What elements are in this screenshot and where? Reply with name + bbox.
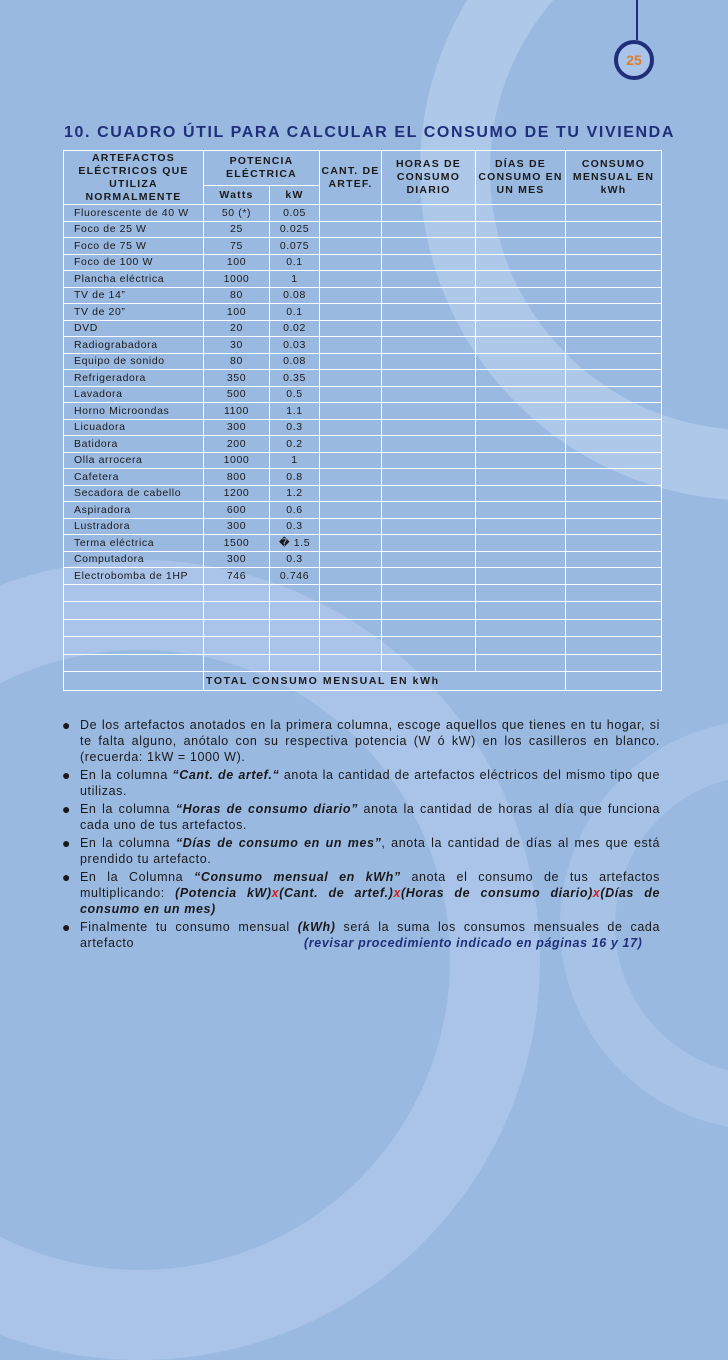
cell-watts: 100 <box>204 304 270 321</box>
blank-cell[interactable] <box>270 637 320 655</box>
cell-consumo[interactable] <box>566 419 662 436</box>
cell-horas[interactable] <box>382 254 476 271</box>
cell-appliance: Cafetera <box>64 469 204 486</box>
cell-horas[interactable] <box>382 287 476 304</box>
blank-cell[interactable] <box>204 637 270 655</box>
cell-kw: 0.08 <box>270 287 320 304</box>
cell-horas[interactable] <box>382 535 476 552</box>
cell-appliance: Lustradora <box>64 518 204 535</box>
cell-kw: 0.025 <box>270 221 320 238</box>
cell-dias[interactable] <box>476 386 566 403</box>
cell-dias[interactable] <box>476 419 566 436</box>
cell-watts: 1000 <box>204 452 270 469</box>
table-row <box>64 320 662 337</box>
blank-cell[interactable] <box>476 654 566 672</box>
blank-cell[interactable] <box>566 602 662 620</box>
blank-cell[interactable] <box>204 584 270 602</box>
blank-cell[interactable] <box>270 619 320 637</box>
table-row <box>64 518 662 535</box>
cell-consumo[interactable] <box>566 238 662 255</box>
cell-appliance: Refrigeradora <box>64 370 204 387</box>
cell-appliance: Licuadora <box>64 419 204 436</box>
cell-cantidad[interactable] <box>320 337 382 354</box>
cell-dias[interactable] <box>476 271 566 288</box>
cell-kw: 1.2 <box>270 485 320 502</box>
table-row <box>64 337 662 354</box>
cell-consumo[interactable] <box>566 320 662 337</box>
cell-horas[interactable] <box>382 205 476 222</box>
header-watts: Watts <box>204 186 270 205</box>
cell-consumo[interactable] <box>566 518 662 535</box>
cell-kw: 0.02 <box>270 320 320 337</box>
cell-cantidad[interactable] <box>320 502 382 519</box>
cell-watts: 300 <box>204 518 270 535</box>
cell-cantidad[interactable] <box>320 485 382 502</box>
cell-kw: 0.8 <box>270 469 320 486</box>
cell-consumo[interactable] <box>566 403 662 420</box>
header-kw: kW <box>270 186 320 205</box>
blank-cell[interactable] <box>270 584 320 602</box>
blank-cell[interactable] <box>320 654 382 672</box>
cell-cantidad[interactable] <box>320 304 382 321</box>
blank-cell[interactable] <box>270 654 320 672</box>
cell-cantidad[interactable] <box>320 568 382 585</box>
cell-dias[interactable] <box>476 337 566 354</box>
cell-dias[interactable] <box>476 370 566 387</box>
cell-dias[interactable] <box>476 205 566 222</box>
instruction-item: ● Finalmente tu consumo mensual (kWh) será la suma los consumos mensuales de cada artefacto (revisar procedimiento indicado en páginas 16 y 17) <box>62 919 661 950</box>
cell-appliance: Fluorescente de 40 W <box>64 205 204 222</box>
blank-cell[interactable] <box>64 619 204 637</box>
page-title: 10. CUADRO ÚTIL PARA CALCULAR EL CONSUMO DE TU VIVIENDA <box>64 124 675 141</box>
cell-consumo[interactable] <box>566 221 662 238</box>
cell-kw: 0.05 <box>270 205 320 222</box>
cell-watts: 500 <box>204 386 270 403</box>
blank-cell[interactable] <box>382 602 476 620</box>
cell-consumo[interactable] <box>566 304 662 321</box>
blank-cell[interactable] <box>64 584 204 602</box>
cell-horas[interactable] <box>382 271 476 288</box>
cell-watts: 80 <box>204 353 270 370</box>
cell-appliance: Foco de 75 W <box>64 238 204 255</box>
table-row <box>64 238 662 255</box>
cell-consumo[interactable] <box>566 287 662 304</box>
blank-cell[interactable] <box>382 619 476 637</box>
cell-appliance: Plancha eléctrica <box>64 271 204 288</box>
cell-kw: � 1.5 <box>270 535 320 552</box>
cell-kw: 0.5 <box>270 386 320 403</box>
cell-appliance: Secadora de cabello <box>64 485 204 502</box>
cell-consumo[interactable] <box>566 452 662 469</box>
cell-watts: 300 <box>204 419 270 436</box>
cell-horas[interactable] <box>382 221 476 238</box>
cell-cantidad[interactable] <box>320 271 382 288</box>
blank-row <box>64 602 662 620</box>
cell-dias[interactable] <box>476 469 566 486</box>
cell-appliance: Aspiradora <box>64 502 204 519</box>
cell-cantidad[interactable] <box>320 551 382 568</box>
cell-horas[interactable] <box>382 238 476 255</box>
page-number: 25 <box>626 52 642 68</box>
cell-kw: 0.08 <box>270 353 320 370</box>
cell-watts: 300 <box>204 551 270 568</box>
cell-consumo[interactable] <box>566 469 662 486</box>
cell-watts: 100 <box>204 254 270 271</box>
cell-appliance: Olla arrocera <box>64 452 204 469</box>
cell-kw: 0.075 <box>270 238 320 255</box>
blank-cell[interactable] <box>382 584 476 602</box>
blank-row <box>64 584 662 602</box>
cell-watts: 1100 <box>204 403 270 420</box>
table-row <box>64 271 662 288</box>
cell-appliance: Computadora <box>64 551 204 568</box>
cell-horas[interactable] <box>382 386 476 403</box>
cell-appliance: Terma eléctrica <box>64 535 204 552</box>
cell-kw: 1 <box>270 271 320 288</box>
cell-consumo[interactable] <box>566 485 662 502</box>
cell-consumo[interactable] <box>566 271 662 288</box>
cell-dias[interactable] <box>476 254 566 271</box>
cell-consumo[interactable] <box>566 205 662 222</box>
cell-dias[interactable] <box>476 502 566 519</box>
table-row <box>64 205 662 222</box>
cell-kw: 0.746 <box>270 568 320 585</box>
cell-consumo[interactable] <box>566 535 662 552</box>
cell-watts: 1200 <box>204 485 270 502</box>
blank-cell[interactable] <box>204 602 270 620</box>
cell-cantidad[interactable] <box>320 436 382 453</box>
cell-dias[interactable] <box>476 485 566 502</box>
cell-consumo[interactable] <box>566 370 662 387</box>
cell-horas[interactable] <box>382 485 476 502</box>
cell-watts: 25 <box>204 221 270 238</box>
instructions-list <box>62 717 660 953</box>
page-marker-line <box>636 0 638 40</box>
cell-appliance: Electrobomba de 1HP <box>64 568 204 585</box>
instruction-item: ● En la columna “Horas de consumo diario” anota la cantidad de horas al día que funciona cada uno de tus artefactos. <box>62 801 660 832</box>
table-row <box>64 419 662 436</box>
cell-watts: 1000 <box>204 271 270 288</box>
cell-horas[interactable] <box>382 419 476 436</box>
cell-watts: 800 <box>204 469 270 486</box>
instruction-item: ● En la columna “Días de consumo en un mes”, anota la cantidad de días al mes que está prendido tu artefacto. <box>62 835 661 866</box>
cell-cantidad[interactable] <box>320 254 382 271</box>
cell-cantidad[interactable] <box>320 205 382 222</box>
cell-dias[interactable] <box>476 238 566 255</box>
table-row <box>64 502 662 519</box>
total-row <box>64 672 662 691</box>
consumption-table <box>63 150 662 691</box>
cell-appliance: Radiograbadora <box>64 337 204 354</box>
cell-horas[interactable] <box>382 469 476 486</box>
blank-cell[interactable] <box>566 637 662 655</box>
total-spacer <box>64 672 204 691</box>
cell-appliance: Foco de 100 W <box>64 254 204 271</box>
blank-cell[interactable] <box>320 584 382 602</box>
cell-horas[interactable] <box>382 353 476 370</box>
table-row <box>64 485 662 502</box>
cell-dias[interactable] <box>476 320 566 337</box>
blank-cell[interactable] <box>320 602 382 620</box>
header-horas: HORAS DE CONSUMO DIARIO <box>382 151 476 205</box>
cell-watts: 50 (*) <box>204 205 270 222</box>
cell-consumo[interactable] <box>566 254 662 271</box>
header-consumo: CONSUMO MENSUAL EN kWh <box>566 151 662 205</box>
instruction-item: ● En la columna “Cant. de artef.“ anota la cantidad de artefactos eléctricos del mismo tipo que utilizas. <box>62 767 660 798</box>
cell-appliance: TV de 14” <box>64 287 204 304</box>
cell-cantidad[interactable] <box>320 386 382 403</box>
cell-kw: 0.1 <box>270 304 320 321</box>
cell-dias[interactable] <box>476 403 566 420</box>
cell-horas[interactable] <box>382 320 476 337</box>
table-row <box>64 551 662 568</box>
cell-appliance: Foco de 25 W <box>64 221 204 238</box>
cell-horas[interactable] <box>382 551 476 568</box>
table-row <box>64 469 662 486</box>
cell-dias[interactable] <box>476 452 566 469</box>
cell-cantidad[interactable] <box>320 469 382 486</box>
blank-cell[interactable] <box>566 584 662 602</box>
cell-kw: 1 <box>270 452 320 469</box>
cell-horas[interactable] <box>382 568 476 585</box>
cell-cantidad[interactable] <box>320 320 382 337</box>
cell-horas[interactable] <box>382 518 476 535</box>
cell-consumo[interactable] <box>566 551 662 568</box>
header-cantidad: CANT. DE ARTEF. <box>320 151 382 205</box>
cell-dias[interactable] <box>476 551 566 568</box>
cell-dias[interactable] <box>476 568 566 585</box>
blank-cell[interactable] <box>64 654 204 672</box>
cell-consumo[interactable] <box>566 436 662 453</box>
cell-consumo[interactable] <box>566 386 662 403</box>
table-row <box>64 254 662 271</box>
cell-dias[interactable] <box>476 353 566 370</box>
blank-cell[interactable] <box>476 584 566 602</box>
blank-cell[interactable] <box>204 654 270 672</box>
cell-watts: 200 <box>204 436 270 453</box>
cell-cantidad[interactable] <box>320 518 382 535</box>
cell-kw: 0.3 <box>270 518 320 535</box>
cell-watts: 350 <box>204 370 270 387</box>
table-row <box>64 353 662 370</box>
cell-horas[interactable] <box>382 502 476 519</box>
cell-dias[interactable] <box>476 287 566 304</box>
blank-cell[interactable] <box>320 637 382 655</box>
cell-cantidad[interactable] <box>320 287 382 304</box>
cell-horas[interactable] <box>382 370 476 387</box>
blank-cell[interactable] <box>476 602 566 620</box>
table-row <box>64 221 662 238</box>
total-label: TOTAL CONSUMO MENSUAL EN kWh <box>204 672 566 691</box>
blank-row <box>64 654 662 672</box>
total-value-cell[interactable] <box>566 672 662 691</box>
cell-dias[interactable] <box>476 221 566 238</box>
cell-kw: 0.2 <box>270 436 320 453</box>
blank-cell[interactable] <box>476 637 566 655</box>
cell-dias[interactable] <box>476 535 566 552</box>
blank-cell[interactable] <box>204 619 270 637</box>
cell-consumo[interactable] <box>566 568 662 585</box>
blank-row <box>64 619 662 637</box>
cell-cantidad[interactable] <box>320 370 382 387</box>
blank-cell[interactable] <box>382 637 476 655</box>
table-row <box>64 304 662 321</box>
cell-dias[interactable] <box>476 436 566 453</box>
instruction-item: ● En la Columna “Consumo mensual en kWh” anota el consumo de tus artefactos multiplicando: (Potencia kW)x(Cant. de artef.)x(Horas de consumo diario)x(Días de consumo en un mes) <box>62 869 660 916</box>
blank-cell[interactable] <box>320 619 382 637</box>
header-artefactos: ARTEFACTOS ELÉCTRICOS QUE UTILIZA NORMALMENTE <box>64 151 204 205</box>
blank-cell[interactable] <box>64 602 204 620</box>
header-dias: DÍAS DE CONSUMO EN UN MES <box>476 151 566 205</box>
cell-appliance: Batidora <box>64 436 204 453</box>
cell-watts: 30 <box>204 337 270 354</box>
cell-kw: 0.3 <box>270 551 320 568</box>
blank-cell[interactable] <box>64 637 204 655</box>
table-row <box>64 370 662 387</box>
cell-watts: 80 <box>204 287 270 304</box>
blank-cell[interactable] <box>270 602 320 620</box>
cell-kw: 0.1 <box>270 254 320 271</box>
header-potencia: POTENCIA ELÉCTRICA <box>204 151 320 186</box>
cell-cantidad[interactable] <box>320 419 382 436</box>
cell-consumo[interactable] <box>566 337 662 354</box>
page-number-badge <box>614 40 654 80</box>
table-row <box>64 436 662 453</box>
cell-appliance: Lavadora <box>64 386 204 403</box>
cell-watts: 746 <box>204 568 270 585</box>
cell-horas[interactable] <box>382 436 476 453</box>
table-row <box>64 386 662 403</box>
cell-consumo[interactable] <box>566 353 662 370</box>
cell-kw: 0.35 <box>270 370 320 387</box>
cell-watts: 20 <box>204 320 270 337</box>
blank-cell[interactable] <box>566 654 662 672</box>
cell-dias[interactable] <box>476 304 566 321</box>
cell-horas[interactable] <box>382 452 476 469</box>
table-row <box>64 535 662 552</box>
cell-dias[interactable] <box>476 518 566 535</box>
cell-watts: 75 <box>204 238 270 255</box>
cell-consumo[interactable] <box>566 502 662 519</box>
cell-cantidad[interactable] <box>320 535 382 552</box>
blank-cell[interactable] <box>382 654 476 672</box>
instruction-item: ● De los artefactos anotados en la primera columna, escoge aquellos que tienes en tu hogar, si te falta alguno, anótalo con su respectiva potencia (W ó kW) en los casilleros en blanco. (recuerda: 1kW = 1000 W). <box>62 717 660 764</box>
cell-cantidad[interactable] <box>320 353 382 370</box>
cell-cantidad[interactable] <box>320 452 382 469</box>
cell-horas[interactable] <box>382 403 476 420</box>
cell-kw: 0.3 <box>270 419 320 436</box>
cell-watts: 1500 <box>204 535 270 552</box>
cell-kw: 0.6 <box>270 502 320 519</box>
cell-cantidad[interactable] <box>320 403 382 420</box>
cell-horas[interactable] <box>382 337 476 354</box>
blank-cell[interactable] <box>566 619 662 637</box>
cell-watts: 600 <box>204 502 270 519</box>
cell-appliance: Equipo de sonido <box>64 353 204 370</box>
table-row <box>64 452 662 469</box>
cell-horas[interactable] <box>382 304 476 321</box>
table-row <box>64 403 662 420</box>
blank-row <box>64 637 662 655</box>
cell-appliance: DVD <box>64 320 204 337</box>
cell-cantidad[interactable] <box>320 221 382 238</box>
table-row <box>64 287 662 304</box>
cell-appliance: Horno Microondas <box>64 403 204 420</box>
table-row <box>64 568 662 585</box>
cell-kw: 1.1 <box>270 403 320 420</box>
cell-cantidad[interactable] <box>320 238 382 255</box>
cell-appliance: TV de 20” <box>64 304 204 321</box>
cell-kw: 0.03 <box>270 337 320 354</box>
blank-cell[interactable] <box>476 619 566 637</box>
